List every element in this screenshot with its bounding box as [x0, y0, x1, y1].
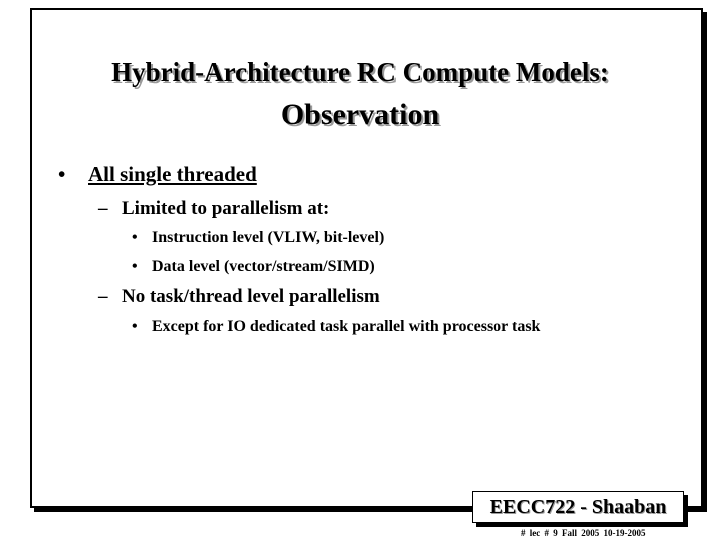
bullet-text: Data level (vector/stream/SIMD) — [152, 258, 375, 275]
bullet-text: No task/thread level parallelism — [122, 286, 380, 307]
dash-icon: – — [98, 198, 108, 219]
bullet-level2-no-task-parallelism — [98, 286, 380, 308]
bullet-level2-limited-parallelism — [98, 198, 329, 220]
bullet-text: Except for IO dedicated task parallel with processor task — [152, 318, 541, 335]
bullet-level3-data-level — [132, 258, 375, 276]
bullet-dot-icon: • — [132, 229, 138, 246]
bullet-level3-io-exception — [132, 318, 540, 336]
slide-title-line1: Hybrid-Architecture RC Compute Models: — [111, 57, 609, 87]
lecture-footer: # lec # 9 Fall 2005 10-19-2005 — [521, 528, 646, 538]
course-badge: EECC722 - Shaaban — [472, 491, 684, 523]
bullet-dot-icon: • — [58, 162, 66, 186]
slide-title-line2: Observation — [280, 98, 440, 131]
bullet-text: Instruction level (VLIW, bit-level) — [152, 229, 385, 246]
bullet-dot-icon: • — [132, 258, 138, 275]
bullet-level1-single-threaded — [58, 162, 257, 187]
dash-icon: – — [98, 286, 108, 307]
bullet-text: Limited to parallelism at: — [122, 198, 330, 219]
bullet-dot-icon: • — [132, 318, 138, 335]
bullet-level3-instruction-level — [132, 229, 384, 247]
bullet-text: All single threaded — [88, 162, 257, 186]
